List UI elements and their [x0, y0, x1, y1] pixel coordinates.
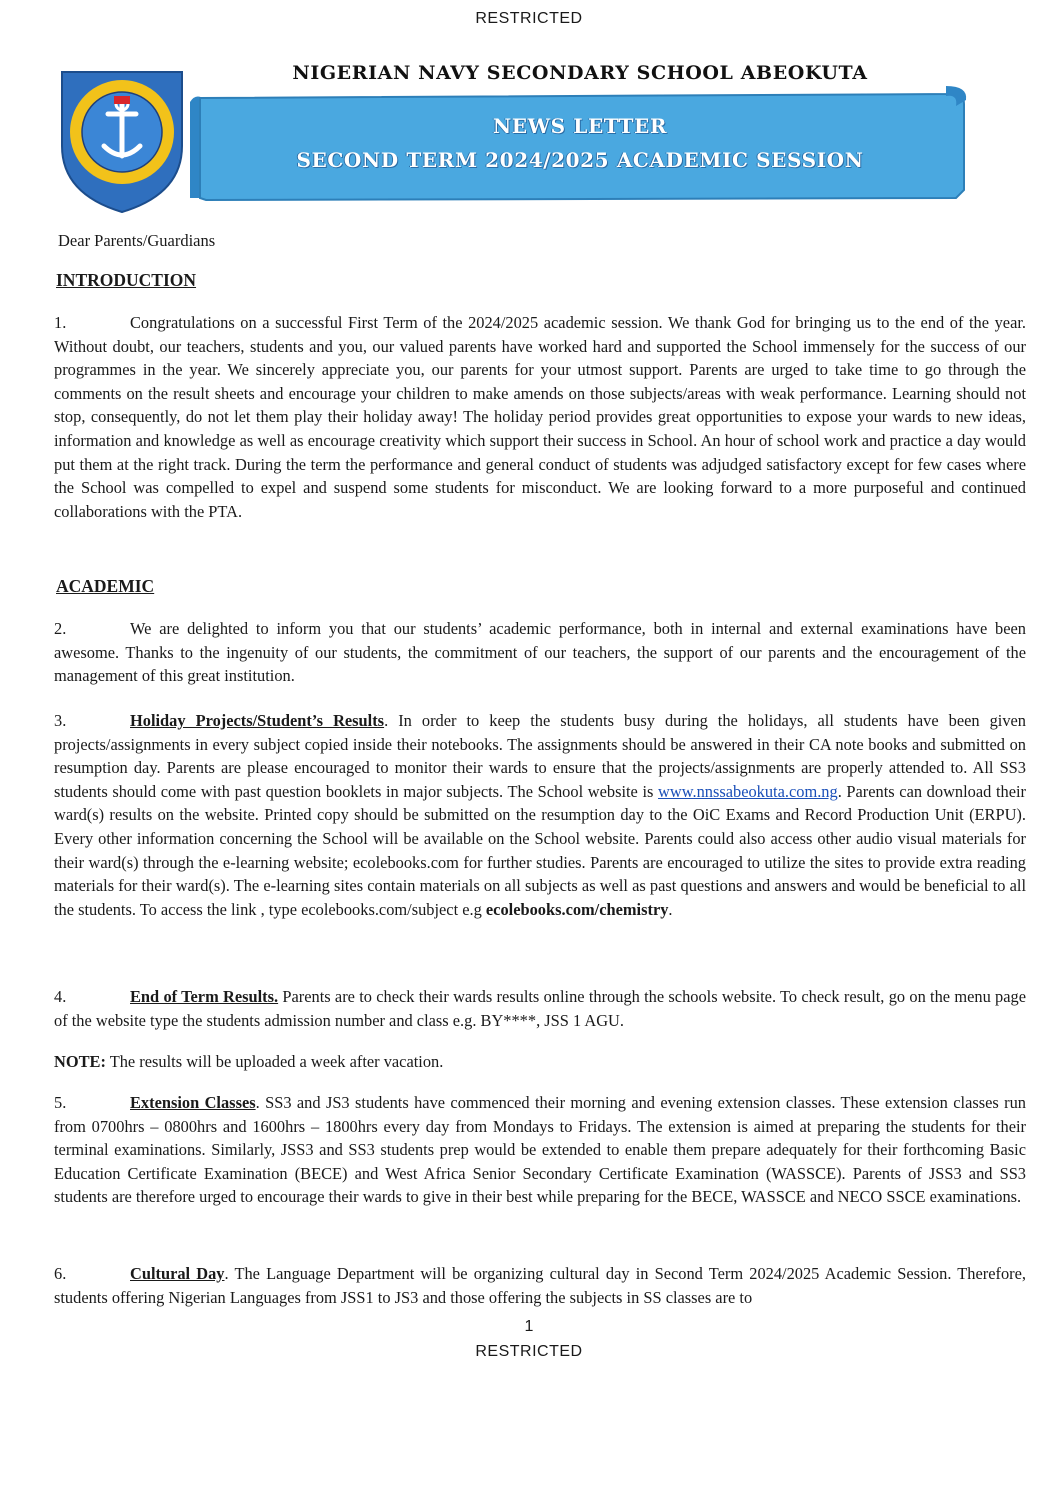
paragraph-number: 2. — [54, 619, 67, 638]
paragraph-1 — [54, 311, 1026, 523]
newsletter-subtitle: SECOND TERM 2024/2025 ACADEMIC SESSION — [296, 148, 864, 172]
paragraph-number: 3. — [54, 711, 67, 730]
paragraph-text: . Parents can download their ward(s) results on the website. Printed copy should be submitted on the resumption day to the OiC Exams and Record Production Unit (ERPU). Every other information concerning the School will be available on the School website. Parents could also access other audio visual materials for their ward(s) through the e-learning website; ecolebooks.com for further studies. Parents are encouraged to utilize the sites to provide extra reading materials for their ward(s). The e-learning sites contain materials on all subjects as well as past questions and answers and would be beneficial to all the students. To access the link , type ecolebooks.com/subject e.g — [54, 781, 1026, 919]
restricted-footer: RESTRICTED — [475, 1343, 583, 1360]
paragraph-number: 6. — [54, 1264, 67, 1283]
paragraph-number: 1. — [54, 313, 67, 332]
page-number: 1 — [524, 1318, 534, 1335]
paragraph-text: . In order to keep the students busy during the holidays, all students have been given projects/assignments in every subject copied inside their notebooks. The assignments should be answered in their CA note books and submitted on resumption day. Parents are please encouraged to monitor their wards to ensure that the projects/assignments are properly attended to. All SS3 students should come with past question booklets in major subjects. The School website is — [54, 711, 1026, 801]
paragraph-text: . — [668, 899, 673, 919]
section-heading-introduction: INTRODUCTION — [56, 270, 197, 290]
school-name: NIGERIAN NAVY SECONDARY SCHOOL ABEOKUTA — [292, 62, 868, 84]
school-crest-logo — [58, 68, 186, 214]
paragraph-text: . The Language Department will be organizing cultural day in Second Term 2024/2025 Academic Session. Therefore, students offering Nigerian Languages from JSS1 to JS3 and those offering the subjects in SS classes are to — [54, 1264, 1026, 1307]
school-website-link[interactable]: www.nnssabeokuta.com.ng — [658, 781, 838, 801]
salutation: Dear Parents/Guardians — [58, 231, 216, 250]
example-link-text: ecolebooks.com/chemistry — [485, 899, 669, 919]
paragraph-6-cultural-day — [54, 1262, 1026, 1309]
paragraph-number: 4. — [54, 987, 67, 1006]
note-text: The results will be uploaded a week after vacation. — [105, 1052, 444, 1071]
paragraph-text: . SS3 and JS3 students have commenced their morning and evening extension classes. These extension classes run from 0700hrs – 0800hrs and 1600hrs – 1800hrs every day from Mondays to Fridays. The extension is aimed at preparing the students for their terminal examinations. Similarly, JSS3 and SS3 students prep would be extended to enable them prepare adequately for their forthcoming Basic Education Certificate Examination (BECE) and West Africa Senior Secondary Certificate Examination (WASSCE). Parents of JSS3 and SS3 students are therefore urged to encourage their wards to give in their best while preparing for the BECE, WASSCE and NECO SSCE examinations. — [54, 1093, 1026, 1207]
paragraph-5-extension-classes — [54, 1091, 1026, 1209]
newsletter-banner — [186, 86, 968, 208]
paragraph-4-end-of-term-results — [54, 985, 1026, 1032]
section-heading-academic: ACADEMIC — [56, 576, 155, 596]
restricted-header: RESTRICTED — [475, 10, 583, 27]
note — [54, 1050, 1026, 1074]
paragraph-3-holiday-projects — [54, 709, 1026, 921]
paragraph-text: Congratulations on a successful First Term of the 2024/2025 academic session. We thank God for bringing us to the end of the year. Without doubt, our teachers, students and you, our valued parents have worked hard and supported the School immensely for the success of our programmes in the year. We sincerely appreciate you, our parents for your utmost support. Parents are urged to take time to go through the comments on the result sheets and encourage your children to make amends on those subjects/areas with weak performance. Learning should not stop, consequently, do not let them play their holiday away! The holiday period provides great opportunities to expose your wards to new ideas, information and knowledge as well as encourage creativity which support their success in School. An hour of school work and practice a day would put them at the right track. During the term the performance and general conduct of students was adjudged satisfactory except for few cases where the School was compelled to expel and suspend some students for misconduct. We are looking forward to a more purposeful and continued collaborations with the PTA. — [54, 313, 1026, 521]
paragraph-number: 5. — [54, 1093, 67, 1112]
paragraph-text: Parents are to check their wards results online through the schools website. To check result, go on the menu page of the website type the students admission number and class e.g. BY****, JSS 1 AGU. — [54, 987, 1026, 1030]
note-label: NOTE: — [54, 1052, 106, 1071]
subheading-holiday-projects: Holiday Projects/Student’s Results — [130, 711, 385, 730]
subheading-end-of-term-results: End of Term Results. — [130, 987, 279, 1006]
newsletter-title: NEWS LETTER — [492, 114, 668, 138]
paragraph-2 — [54, 617, 1026, 688]
subheading-cultural-day: Cultural Day — [130, 1264, 225, 1283]
paragraph-text: We are delighted to inform you that our students’ academic performance, both in internal and external examinations have been awesome. Thanks to the ingenuity of our students, the commitment of our teachers, the support of our parents and the encouragement of the management of this great institution. — [54, 619, 1026, 686]
subheading-extension-classes: Extension Classes — [130, 1093, 256, 1112]
